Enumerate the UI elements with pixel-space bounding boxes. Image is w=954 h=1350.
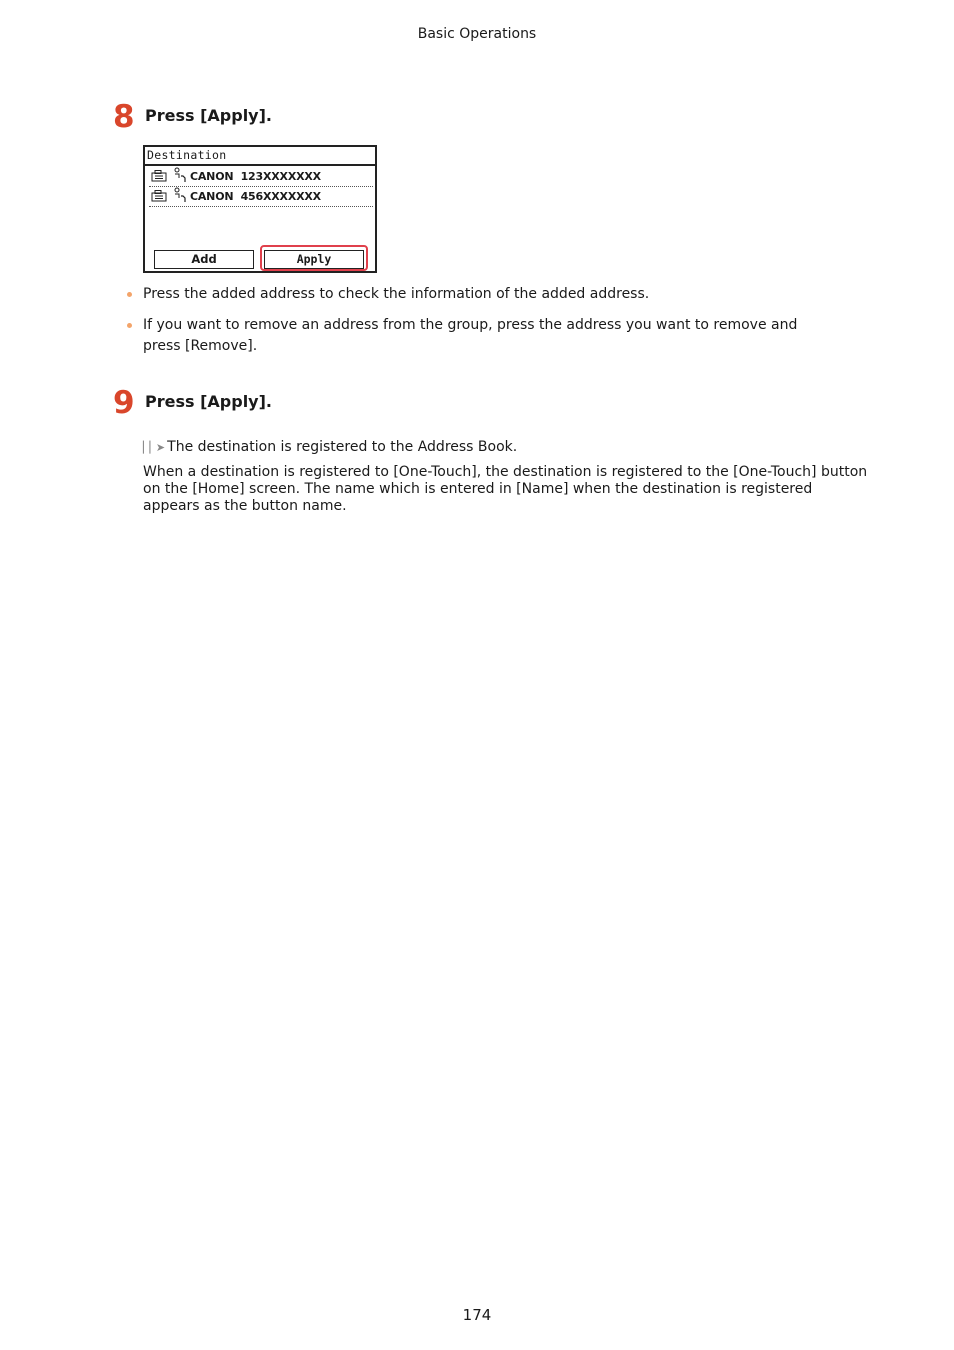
step-number-8: 8 [113, 99, 135, 135]
lcd-title: Destination [145, 147, 375, 166]
add-button[interactable]: Add [154, 250, 254, 269]
step-number-9: 9 [113, 385, 135, 421]
fax-icon [151, 190, 167, 202]
lcd-screen [143, 145, 377, 273]
apply-button[interactable]: Apply [264, 250, 364, 269]
lcd-row-text: CANON 123XXXXXXX [190, 170, 321, 183]
result-text-content: The destination is registered to the Address Book. [167, 439, 518, 455]
fax-icon [151, 170, 167, 182]
page-header: Basic Operations [417, 26, 537, 42]
group-icon [173, 167, 189, 183]
list-item: If you want to remove an address from the group, press the address you want to remove and press [Remove]. [124, 315, 824, 357]
page-number: 174 [462, 1306, 492, 1324]
step8-bullets [124, 284, 824, 367]
group-icon [173, 187, 189, 203]
lcd-row-text: CANON 456XXXXXXX [190, 190, 321, 203]
result-text [143, 437, 517, 458]
step-title-8: Press [Apply]. [145, 106, 272, 125]
lcd-destination-row[interactable] [149, 167, 373, 187]
arrow-right-icon: ▏▏➤ [143, 441, 164, 454]
step-title-9: Press [Apply]. [145, 392, 272, 411]
list-item: Press the added address to check the information of the added address. [124, 284, 824, 305]
step9-note: When a destination is registered to [One-Touch], the destination is registered to the [One-Touch] button on the [Home] screen. The name which is entered in [Name] when the destination is registered appears as the button name. [143, 464, 868, 514]
lcd-destination-row[interactable] [149, 187, 373, 207]
